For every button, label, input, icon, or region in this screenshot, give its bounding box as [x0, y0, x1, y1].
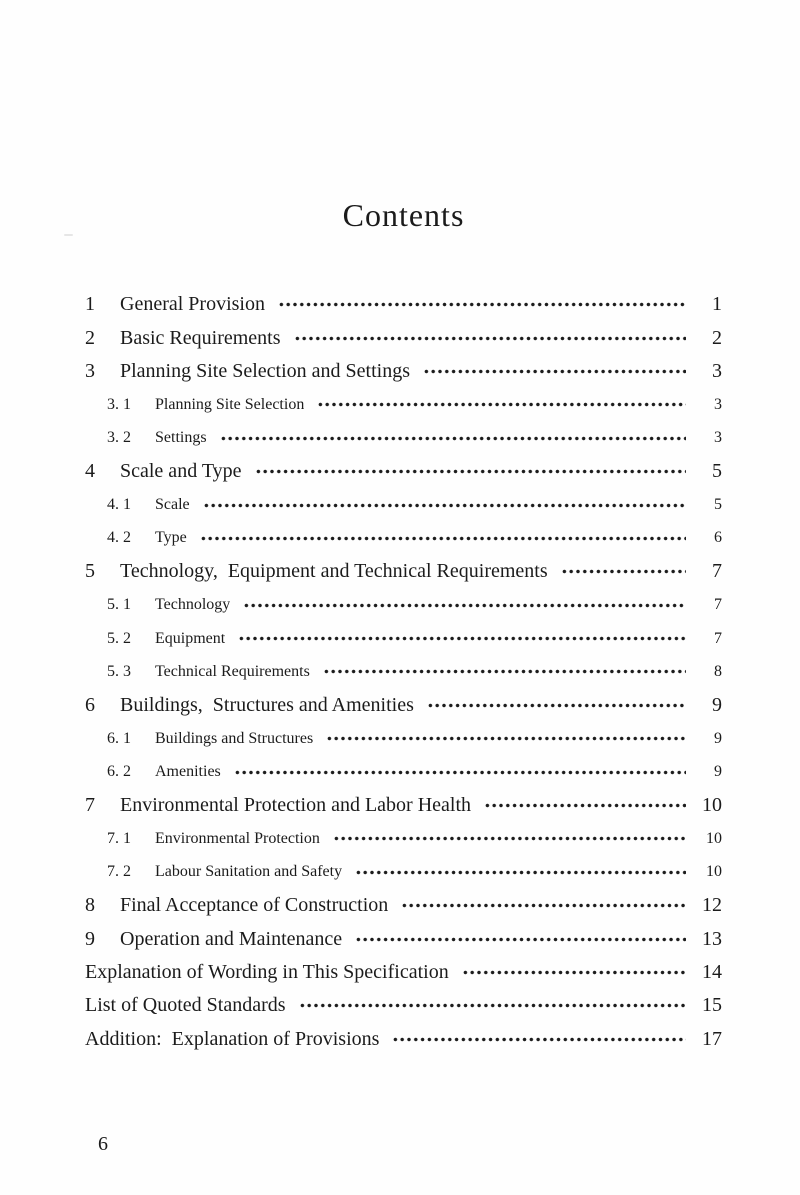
toc-row [85, 555, 722, 588]
toc-item-number: 1 [85, 293, 95, 316]
dot-leader [427, 689, 686, 722]
toc-item-label: List of Quoted Standards [85, 994, 286, 1017]
toc-item-number: 8 [85, 894, 95, 917]
toc-item-label: Type [155, 529, 187, 547]
toc-row [85, 589, 722, 622]
toc-list [85, 288, 722, 1056]
dot-leader [278, 288, 686, 321]
toc-page-number: 13 [702, 927, 722, 950]
toc-page-number: 7 [714, 596, 722, 614]
toc-item-label: Final Acceptance of Construction [120, 894, 389, 917]
dot-leader [392, 1023, 686, 1056]
toc-item-label: Amenities [155, 763, 221, 781]
toc-row [85, 922, 722, 955]
dot-leader [323, 655, 686, 688]
toc-row [85, 956, 722, 989]
toc-item-label: Scale and Type [120, 460, 242, 483]
toc-item-number: 5. 2 [107, 629, 131, 647]
dot-leader [294, 321, 686, 354]
toc-page-number: 10 [706, 863, 722, 881]
dot-leader [220, 422, 686, 455]
dot-leader [200, 522, 686, 555]
toc-item-label: Operation and Maintenance [120, 927, 343, 950]
toc-item-label: Addition: Explanation of Provisions [85, 1027, 380, 1050]
toc-row [85, 889, 722, 922]
page-title: Contents [342, 197, 465, 233]
toc-item-number: 3. 1 [107, 395, 131, 413]
toc-item-number: 4 [85, 460, 95, 483]
toc-item-label: Technical Requirements [155, 662, 310, 680]
toc-page-number: 2 [712, 326, 722, 349]
toc-page-number: 3 [712, 359, 722, 382]
toc-page-number: 9 [714, 763, 722, 781]
dot-leader [423, 355, 686, 388]
dot-leader [317, 388, 686, 421]
toc-item-label: Basic Requirements [120, 326, 281, 349]
toc-item-label: Technology, Equipment and Technical Requirements [120, 560, 548, 583]
toc-item-label: Planning Site Selection [155, 395, 305, 413]
toc-item-number: 6. 2 [107, 763, 131, 781]
toc-page-number: 3 [714, 395, 722, 413]
toc-page-number: 6 [714, 529, 722, 547]
toc-row [85, 455, 722, 488]
toc-row [85, 689, 722, 722]
dot-leader [255, 455, 686, 488]
dot-leader [355, 856, 686, 889]
dot-leader [326, 722, 686, 755]
toc-item-label: Settings [155, 429, 207, 447]
toc-item-label: Environmental Protection [155, 829, 320, 847]
toc-row [85, 422, 722, 455]
toc-item-label: Buildings and Structures [155, 729, 314, 747]
toc-page-number: 15 [702, 994, 722, 1017]
toc-page-number: 5 [714, 496, 722, 514]
toc-item-number: 3 [85, 359, 95, 382]
scan-speck [64, 234, 73, 236]
toc-row [85, 622, 722, 655]
dot-leader [333, 822, 686, 855]
dot-leader [401, 889, 686, 922]
toc-row [85, 856, 722, 889]
toc-item-number: 4. 1 [107, 496, 131, 514]
toc-page-number: 7 [714, 629, 722, 647]
toc-row [85, 321, 722, 354]
dot-leader [299, 989, 686, 1022]
dot-leader [238, 622, 686, 655]
toc-row [85, 522, 722, 555]
toc-row [85, 1023, 722, 1056]
toc-page-number: 9 [714, 729, 722, 747]
toc-item-label: Scale [155, 496, 190, 514]
toc-page-number: 12 [702, 894, 722, 917]
toc-page-number: 3 [714, 429, 722, 447]
toc-page-number: 7 [712, 560, 722, 583]
toc-item-label: Equipment [155, 629, 226, 647]
toc-item-number: 5 [85, 560, 95, 583]
toc-row [85, 989, 722, 1022]
toc-item-number: 7. 2 [107, 863, 131, 881]
toc-row [85, 722, 722, 755]
toc-page-number: 8 [714, 662, 722, 680]
dot-leader [234, 755, 686, 788]
toc-row [85, 822, 722, 855]
toc-row [85, 388, 722, 421]
dot-leader [561, 555, 686, 588]
toc-row [85, 789, 722, 822]
toc-item-number: 7. 1 [107, 829, 131, 847]
toc-row [85, 755, 722, 788]
dot-leader [355, 922, 686, 955]
toc-item-number: 2 [85, 326, 95, 349]
toc-item-number: 7 [85, 794, 95, 817]
toc-item-label: Environmental Protection and Labor Health [120, 794, 472, 817]
dot-leader [462, 956, 686, 989]
toc-item-label: Technology [155, 596, 231, 614]
toc-item-number: 3. 2 [107, 429, 131, 447]
dot-leader [203, 488, 686, 521]
toc-row [85, 488, 722, 521]
dot-leader [243, 589, 686, 622]
toc-item-number: 5. 3 [107, 662, 131, 680]
toc-item-label: Explanation of Wording in This Specification [85, 961, 449, 983]
toc-item-number: 6 [85, 693, 95, 716]
toc-item-label: General Provision [120, 293, 265, 316]
toc-page-number: 17 [702, 1027, 722, 1050]
toc-page-number: 14 [702, 961, 722, 983]
toc-row [85, 655, 722, 688]
folio-page-number: 6 [98, 1133, 108, 1155]
toc-row [85, 288, 722, 321]
toc-item-number: 9 [85, 927, 95, 950]
toc-item-number: 4. 2 [107, 529, 131, 547]
toc-page-number: 9 [712, 693, 722, 716]
dot-leader [484, 789, 686, 822]
toc-item-number: 5. 1 [107, 596, 131, 614]
toc-item-number: 6. 1 [107, 729, 131, 747]
toc-row [85, 355, 722, 388]
toc-item-label: Planning Site Selection and Settings [120, 359, 410, 382]
toc-page-number: 10 [702, 794, 722, 817]
toc-page-number: 1 [712, 293, 722, 316]
toc-item-label: Buildings, Structures and Amenities [120, 693, 414, 716]
toc-item-label: Labour Sanitation and Safety [155, 863, 343, 881]
toc-page-number: 10 [706, 829, 722, 847]
toc-page-number: 5 [712, 460, 722, 483]
